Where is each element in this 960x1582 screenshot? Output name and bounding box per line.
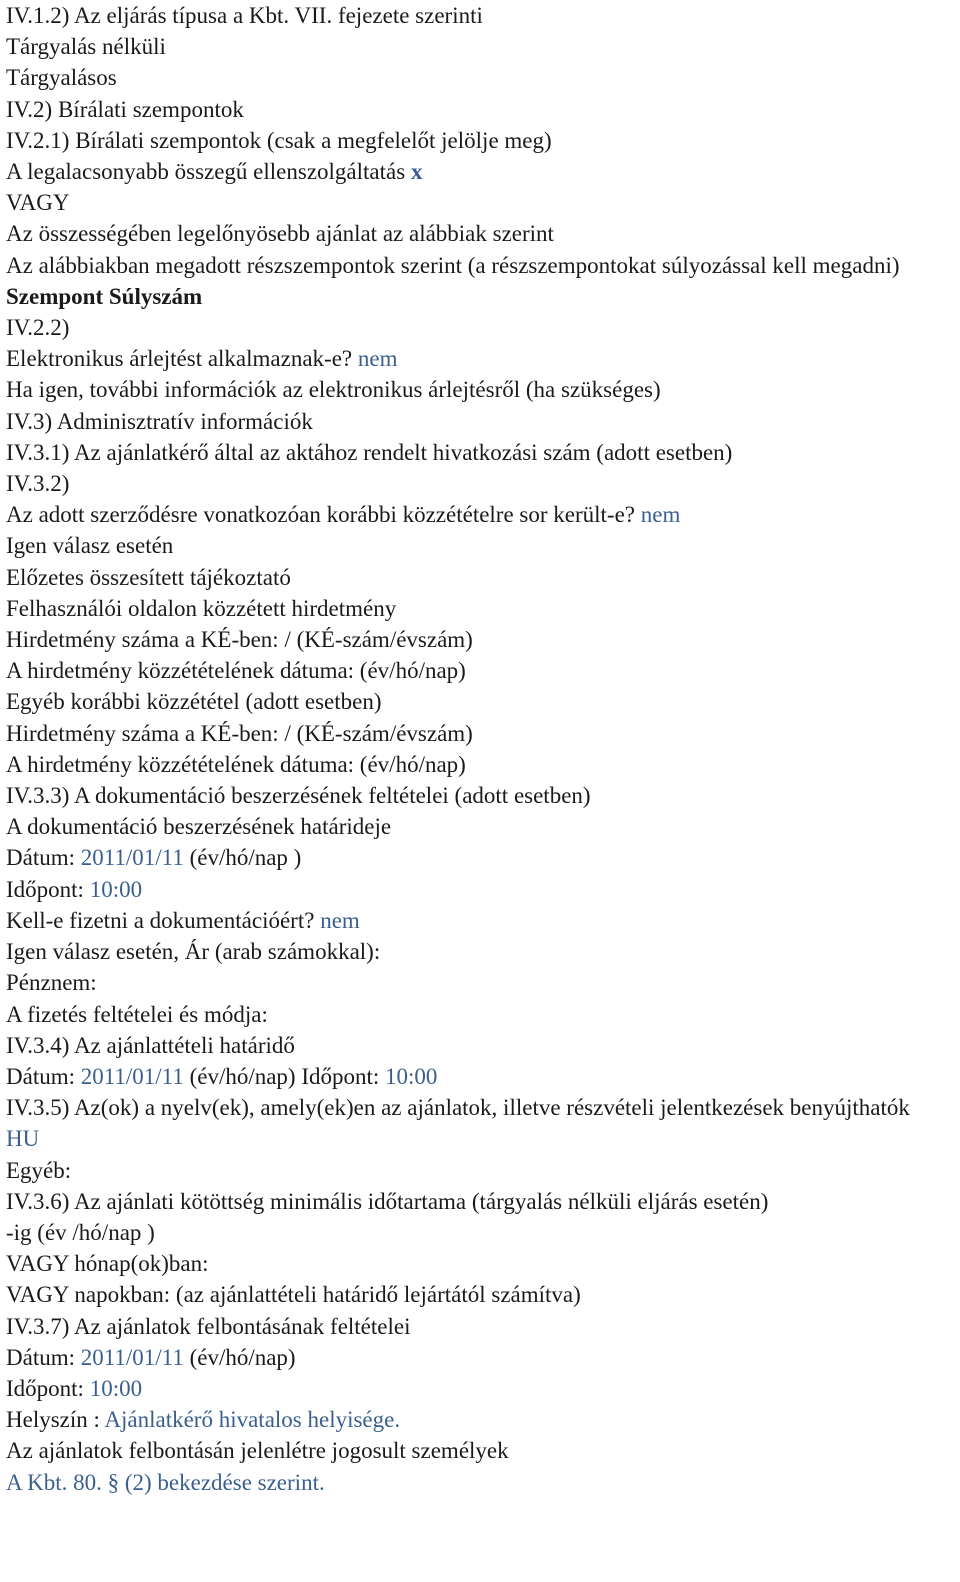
prior-publication-label: Az adott szerződésre vonatkozóan korábbi közzétételre sor került-e? bbox=[6, 502, 641, 528]
date-label: Dátum: bbox=[6, 1344, 81, 1370]
electronic-auction-value: nem bbox=[357, 346, 398, 372]
binding-months-label: VAGY hónap(ok)ban: bbox=[6, 1251, 209, 1277]
opening-date-row bbox=[6, 1342, 954, 1373]
language-value: HU bbox=[6, 1126, 40, 1152]
buyer-profile-notice: Felhasználói oldalon közzétett hirdetmény bbox=[6, 595, 397, 621]
lowest-price-criterion bbox=[6, 156, 954, 187]
section-iv-3-7-heading: IV.3.7) Az ajánlatok felbontásának feltételei bbox=[6, 1313, 411, 1339]
criteria-table-header: Szempont Súlyszám bbox=[6, 283, 203, 309]
notice-date-1: A hirdetmény közzétételének dátuma: (év/hó/nap) bbox=[6, 658, 466, 684]
date-label: Dátum: bbox=[6, 1063, 81, 1089]
date-format-suffix: (év/hó/nap ) bbox=[183, 845, 302, 871]
section-iv-3-5-heading: IV.3.5) Az(ok) a nyelv(ek), amely(ek)en az ajánlatok, illetve részvételi jelentkezések benyújthatók bbox=[6, 1095, 910, 1121]
documentation-time-row bbox=[6, 874, 954, 905]
tender-deadline-time: 10:00 bbox=[385, 1063, 438, 1089]
if-yes-label: Igen válasz esetén bbox=[6, 533, 174, 559]
section-iv-3-4-heading: IV.3.4) Az ajánlattételi határidő bbox=[6, 1032, 295, 1058]
electronic-auction-info: Ha igen, további információk az elektronikus árlejtésről (ha szükséges) bbox=[6, 377, 661, 403]
currency-label: Pénznem: bbox=[6, 970, 97, 996]
tender-deadline-date: 2011/01/11 bbox=[80, 1063, 184, 1089]
option-negotiation-without: Tárgyalás nélküli bbox=[6, 34, 166, 60]
documentation-payment-label: Kell-e fizetni a dokumentációért? bbox=[6, 907, 321, 933]
section-iv-1-2-heading: IV.1.2) Az eljárás típusa a Kbt. VII. fejezete szerinti bbox=[6, 3, 483, 28]
opening-time-value: 10:00 bbox=[89, 1375, 143, 1401]
date-format-suffix: (év/hó/nap) bbox=[183, 1344, 296, 1370]
location-label: Helyszín : bbox=[6, 1407, 105, 1433]
documentation-payment-row bbox=[6, 905, 954, 936]
attendees-label: Az ajánlatok felbontásán jelenlétre jogosult személyek bbox=[6, 1438, 509, 1464]
date-format-and-time-label: (év/hó/nap) Időpont: bbox=[183, 1063, 386, 1089]
attendees-value: A Kbt. 80. § (2) bekezdése szerint. bbox=[6, 1469, 325, 1495]
notice-number-1: Hirdetmény száma a KÉ-ben: / (KÉ-szám/évszám) bbox=[6, 627, 473, 653]
time-label: Időpont: bbox=[6, 1375, 90, 1401]
time-label: Időpont: bbox=[6, 876, 90, 902]
sub-criteria-note: Az alábbiakban megadott részszempontok szerint (a részszempontokat súlyozással kell megadni) bbox=[6, 252, 900, 278]
opening-location-row bbox=[6, 1404, 954, 1435]
date-label: Dátum: bbox=[6, 845, 81, 871]
tender-deadline-row bbox=[6, 1061, 954, 1092]
opening-time-row bbox=[6, 1373, 954, 1404]
prior-information-notice: Előzetes összesített tájékoztató bbox=[6, 564, 291, 590]
binding-until-label: -ig (év /hó/nap ) bbox=[6, 1219, 155, 1245]
documentation-payment-value: nem bbox=[320, 907, 360, 933]
documentation-date-row bbox=[6, 842, 954, 873]
lowest-price-label: A legalacsonyabb összegű ellenszolgáltatás bbox=[6, 159, 411, 185]
option-negotiation: Tárgyalásos bbox=[6, 65, 117, 91]
documentation-time-value: 10:00 bbox=[89, 876, 143, 902]
section-iv-2-2-heading: IV.2.2) bbox=[6, 315, 70, 341]
documentation-date-value: 2011/01/11 bbox=[80, 845, 184, 871]
section-iv-3-1-heading: IV.3.1) Az ajánlatkérő által az aktához rendelt hivatkozási szám (adott esetben) bbox=[6, 439, 733, 465]
section-iv-2-1-heading: IV.2.1) Bírálati szempontok (csak a megfelelőt jelölje meg) bbox=[6, 127, 552, 153]
price-label: Igen válasz esetén, Ár (arab számokkal): bbox=[6, 939, 381, 965]
other-prior-publication: Egyéb korábbi közzététel (adott esetben) bbox=[6, 689, 382, 715]
other-language-label: Egyéb: bbox=[6, 1157, 72, 1183]
selected-mark: x bbox=[410, 159, 423, 185]
notice-date-2: A hirdetmény közzétételének dátuma: (év/hó/nap) bbox=[6, 751, 466, 777]
section-iv-2-heading: IV.2) Bírálati szempontok bbox=[6, 96, 244, 122]
prior-publication-row bbox=[6, 499, 954, 530]
section-iv-3-2-heading: IV.3.2) bbox=[6, 471, 70, 497]
section-iv-3-3-heading: IV.3.3) A dokumentáció beszerzésének feltételei (adott esetben) bbox=[6, 783, 591, 809]
best-value-criterion: Az összességében legelőnyösebb ajánlat az alábbiak szerint bbox=[6, 221, 554, 247]
or-separator: VAGY bbox=[6, 190, 70, 216]
section-iv-3-heading: IV.3) Adminisztratív információk bbox=[6, 408, 313, 434]
binding-days-label: VAGY napokban: (az ajánlattételi határidő lejártától számítva) bbox=[6, 1282, 581, 1308]
payment-terms-label: A fizetés feltételei és módja: bbox=[6, 1001, 268, 1027]
documentation-deadline-label: A dokumentáció beszerzésének határideje bbox=[6, 814, 392, 840]
opening-location-value: Ajánlatkérő hivatalos helyisége. bbox=[104, 1407, 401, 1433]
opening-date-value: 2011/01/11 bbox=[80, 1344, 184, 1370]
notice-number-2: Hirdetmény száma a KÉ-ben: / (KÉ-szám/évszám) bbox=[6, 720, 473, 746]
electronic-auction-row bbox=[6, 343, 954, 374]
prior-publication-value: nem bbox=[640, 502, 681, 528]
electronic-auction-label: Elektronikus árlejtést alkalmaznak-e? bbox=[6, 346, 358, 372]
section-iv-3-6-heading: IV.3.6) Az ajánlati kötöttség minimális időtartama (tárgyalás nélküli eljárás esetén) bbox=[6, 1188, 769, 1214]
